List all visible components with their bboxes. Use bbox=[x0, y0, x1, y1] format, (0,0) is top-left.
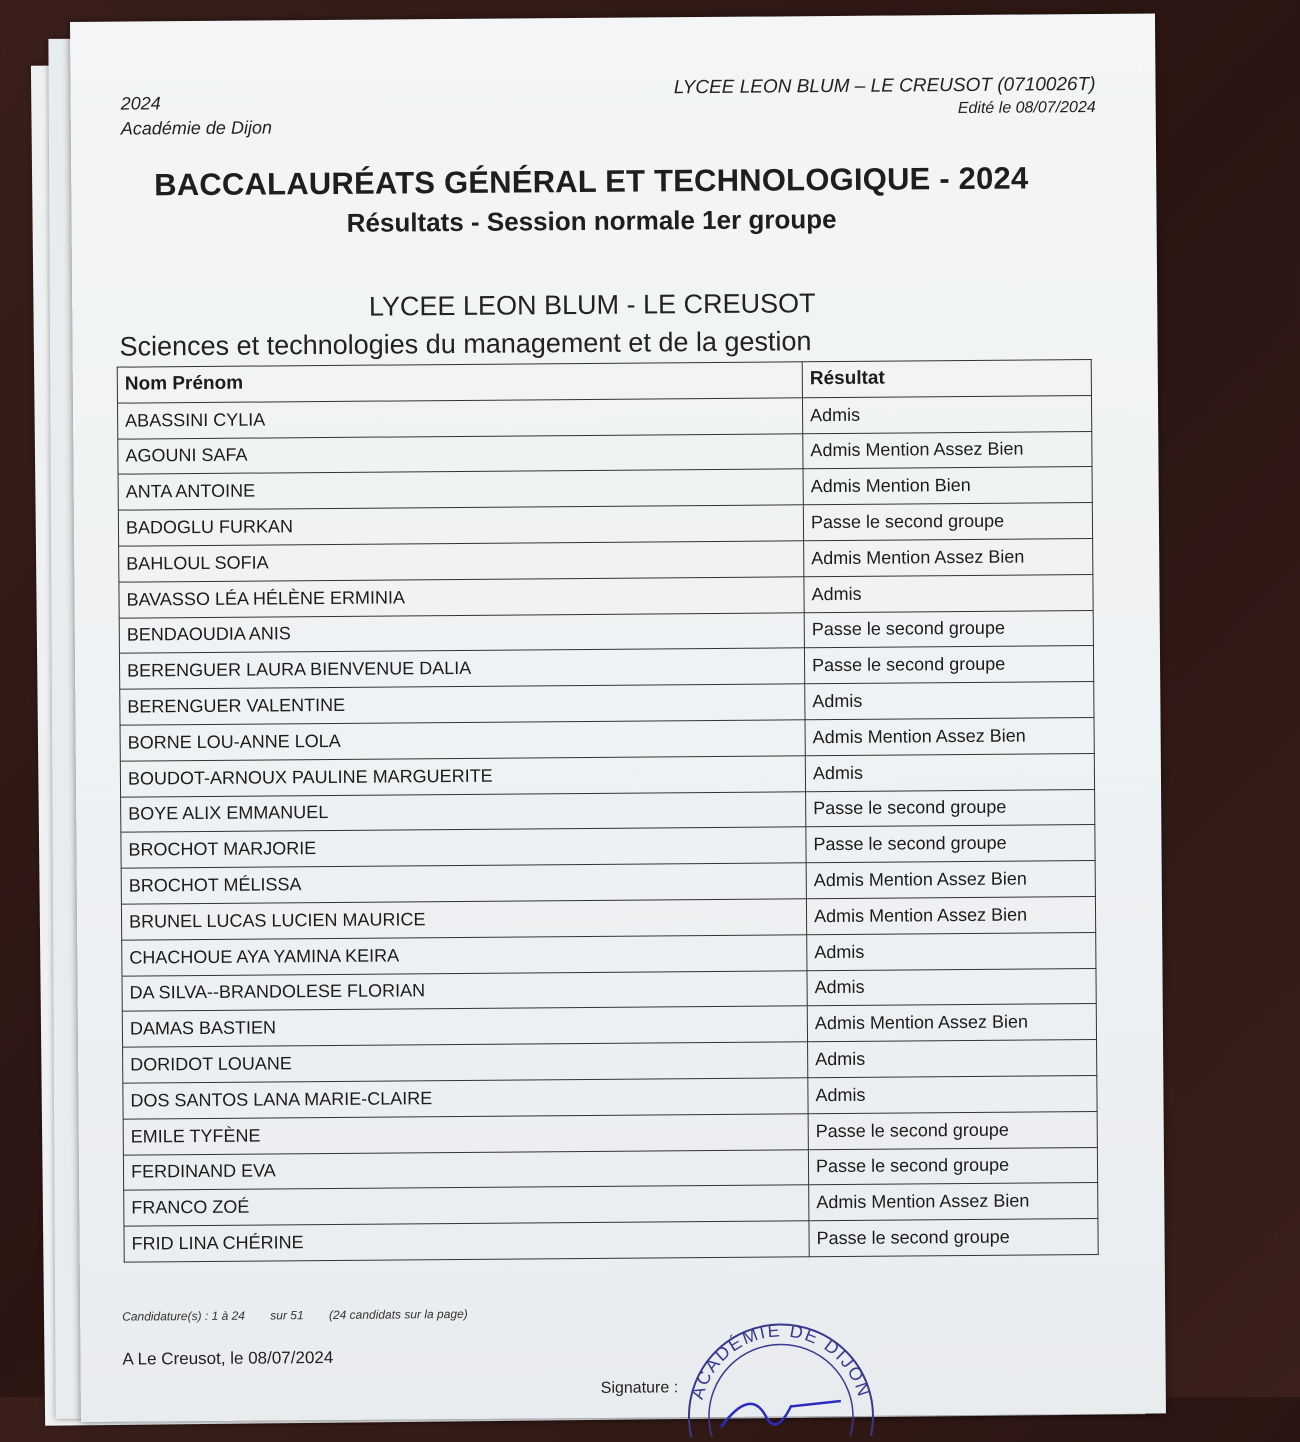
student-name-cell: BOUDOT-ARNOUX PAULINE MARGUERITE bbox=[120, 756, 805, 797]
student-name-cell: BADOGLU FURKAN bbox=[118, 505, 803, 546]
student-name-cell: BERENGUER LAURA BIENVENUE DALIA bbox=[119, 648, 804, 689]
place-date: A Le Creusot, le 08/07/2024 bbox=[122, 1347, 334, 1369]
result-cell: Admis Mention Assez Bien bbox=[806, 861, 1095, 899]
year: 2024 bbox=[120, 93, 161, 114]
result-cell: Admis bbox=[804, 574, 1093, 612]
edited-date: Edité le 08/07/2024 bbox=[957, 98, 1096, 118]
result-cell: Passe le second groupe bbox=[804, 646, 1093, 684]
header-right bbox=[674, 74, 1096, 120]
result-cell: Admis Mention Assez Bien bbox=[806, 896, 1095, 934]
result-cell: Admis bbox=[807, 932, 1096, 970]
results-table bbox=[117, 359, 1099, 1263]
result-cell: Passe le second groupe bbox=[808, 1147, 1097, 1185]
academie: Académie de Dijon bbox=[120, 117, 273, 139]
student-name-cell: CHACHOUE AYA YAMINA KEIRA bbox=[122, 934, 807, 975]
section-title: Sciences et technologies du management et de la gestion bbox=[119, 326, 812, 362]
student-name-cell: BORNE LOU-ANNE LOLA bbox=[120, 720, 805, 761]
student-name-cell: FRANCO ZOÉ bbox=[124, 1185, 809, 1226]
result-cell: Admis bbox=[808, 1040, 1097, 1078]
student-name-cell: BAHLOUL SOFIA bbox=[119, 541, 804, 582]
result-cell: Admis Mention Bien bbox=[803, 467, 1092, 505]
student-name-cell: BOYE ALIX EMMANUEL bbox=[121, 791, 806, 832]
result-cell: Admis Mention Assez Bien bbox=[807, 1004, 1096, 1042]
result-cell: Passe le second groupe bbox=[806, 825, 1095, 863]
result-cell: Admis bbox=[807, 968, 1096, 1006]
result-cell: Admis bbox=[808, 1075, 1097, 1113]
candidature-info bbox=[122, 1307, 490, 1324]
result-cell: Admis bbox=[805, 753, 1094, 791]
result-cell: Passe le second groupe bbox=[804, 610, 1093, 648]
column-header-result: Résultat bbox=[802, 359, 1091, 397]
student-name-cell: BENDAOUDIA ANIS bbox=[119, 612, 804, 653]
student-name-cell: BERENGUER VALENTINE bbox=[120, 684, 805, 725]
student-name-cell: BROCHOT MARJORIE bbox=[121, 827, 806, 868]
results-document bbox=[70, 13, 1166, 1421]
student-name-cell: EMILE TYFÈNE bbox=[123, 1113, 808, 1154]
candidature-range: Candidature(s) : 1 à 24 bbox=[122, 1308, 245, 1324]
student-name-cell: DOS SANTOS LANA MARIE-CLAIRE bbox=[123, 1078, 808, 1119]
result-cell: Admis bbox=[802, 395, 1091, 433]
signature-label: Signature : bbox=[600, 1379, 679, 1397]
student-name-cell: ABASSINI CYLIA bbox=[117, 398, 802, 439]
result-cell: Admis Mention Assez Bien bbox=[804, 538, 1093, 576]
student-name-cell: BAVASSO LÉA HÉLÈNE ERMINIA bbox=[119, 577, 804, 618]
student-name-cell: BRUNEL LUCAS LUCIEN MAURICE bbox=[121, 899, 806, 940]
result-cell: Passe le second groupe bbox=[808, 1111, 1097, 1149]
student-name-cell: FERDINAND EVA bbox=[123, 1149, 808, 1190]
school-code: LYCEE LEON BLUM – LE CREUSOT (0710026T) bbox=[673, 73, 1096, 99]
student-name-cell: AGOUNI SAFA bbox=[118, 433, 803, 474]
lycee-name: LYCEE LEON BLUM - LE CREUSOT bbox=[368, 288, 816, 322]
result-cell: Admis Mention Assez Bien bbox=[809, 1183, 1098, 1221]
student-name-cell: DAMAS BASTIEN bbox=[122, 1006, 807, 1047]
student-name-cell: DA SILVA--BRANDOLESE FLORIAN bbox=[122, 970, 807, 1011]
header-left bbox=[121, 90, 272, 141]
official-stamp bbox=[680, 1316, 881, 1438]
document-title: BACCALAURÉATS GÉNÉRAL ET TECHNOLOGIQUE - 2024 bbox=[154, 160, 1029, 203]
candidature-total: sur 51 bbox=[270, 1308, 304, 1323]
student-name-cell: FRID LINA CHÉRINE bbox=[124, 1221, 809, 1262]
student-name-cell: DORIDOT LOUANE bbox=[123, 1042, 808, 1083]
column-header-name: Nom Prénom bbox=[117, 362, 802, 403]
result-cell: Passe le second groupe bbox=[806, 789, 1095, 827]
result-cell: Admis Mention Assez Bien bbox=[803, 431, 1092, 469]
result-cell: Passe le second groupe bbox=[803, 503, 1092, 541]
table-row bbox=[124, 1219, 1098, 1262]
document-subtitle: Résultats - Session normale 1er groupe bbox=[346, 203, 837, 238]
student-name-cell: BROCHOT MÉLISSA bbox=[121, 863, 806, 904]
stamp-text: ACADÉMIE DE DIJON bbox=[686, 1320, 875, 1402]
candidature-page-count: (24 candidats sur la page) bbox=[328, 1306, 468, 1323]
result-cell: Admis bbox=[805, 682, 1094, 720]
result-cell: Admis Mention Assez Bien bbox=[805, 717, 1094, 755]
student-name-cell: ANTA ANTOINE bbox=[118, 469, 803, 510]
result-cell: Passe le second groupe bbox=[809, 1219, 1098, 1257]
